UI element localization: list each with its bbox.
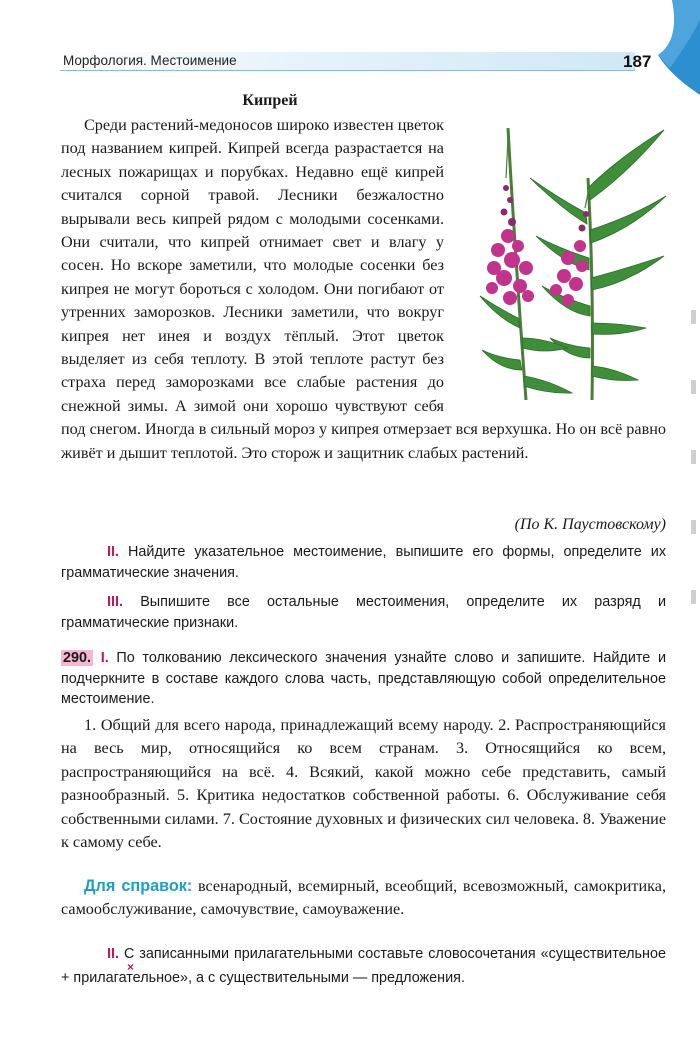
task-3 [61,592,666,633]
exercise-items-text: 1. Общий для всего народа, принадлежащий всему народу. 2. Распространяющийся на весь мир, относящийся ко всем странам. 3. Относящийся ко всем, распространяющийся на всё. 4. Всякий, какой можно себе представить, самый разнообразный. 5. Критика недостатков собственной работы. 6. Обслуживание себя собственными силами. 7. Состояние духовных и физических сил человека. 8. Уважение к самому себе. [61,716,667,852]
exercise-part1-roman: I. [100,650,109,666]
page-edge-marks [684,310,700,650]
reference-block [61,875,666,922]
exercise-part2 [61,942,666,990]
task-2-roman: II. [107,544,119,560]
story-text [61,114,666,465]
exercise-part2-roman: II. [107,946,119,962]
text-title: Кипрей [242,92,298,109]
exercise-part1-text: По толкованию лексического значения узнайте слово и запишите. Найдите и подчеркните в составе каждого слова часть, представляющую собой определительное местоимение. [61,650,667,707]
exercise-items [61,714,666,854]
exercise-part2-text: С записанными прилагательными составьте словосочетания «существительное + прилагательное», а с существительными — предложения. [61,946,667,986]
illustration-spacer [456,114,666,414]
cross-mark: × [127,960,135,974]
exercise-number: 290. [63,650,92,666]
header-rule [60,70,635,71]
exercise-290 [61,648,666,710]
page-number: 187 [623,52,652,71]
reference-label: Для справок: [84,877,193,895]
task-2 [61,542,666,583]
task-3-text: Выпишите все остальные местоимения, определите их разряд и грамматические признаки. [61,594,666,631]
task-3-roman: III. [107,594,123,610]
story-paragraph: Среди растений-медоносов широко известен цветок под названием кипрей. Кипрей всегда разрастается на лесных пожарищах и порубках. Недавно ещё кипрей считался сорной травой. Лесники безжалостно вырывали весь кипрей рядом с молодыми сосенками. Они считали, что кипрей отнимает свет и влагу у сосен. Но вскоре заметили, что молодые сосенки без кипрея не могут бороться с холодом. Они погибают от утренних заморозков. Лесники заметили, что вокруг кипрея нет инея и воздух тёплый. Этот цветок выделяет из себя теплоту. В этой теплоте растут без страха перед заморозками все слабые растения до снежной зимы. А зимой они хорошо чувствуют себя под снегом. Иногда в сильный мороз у кипрея отмерзает вся верхушка. Но он всё равно живёт и дышит теплотой. Это сторож и защитник слабых растений. [61,116,666,462]
corner-decoration [650,0,700,95]
reference-words: всенародный, всемирный, всеобщий, всевозможный, самокритика, самообслуживание, самочувствие, самоуважение. [61,877,667,919]
section-title: Морфология. Местоимение [63,53,237,68]
task-2-text: Найдите указательное местоимение, выпишите его формы, определите их грамматические значения. [61,544,667,581]
attribution: (По К. Паустовскому) [514,516,666,533]
